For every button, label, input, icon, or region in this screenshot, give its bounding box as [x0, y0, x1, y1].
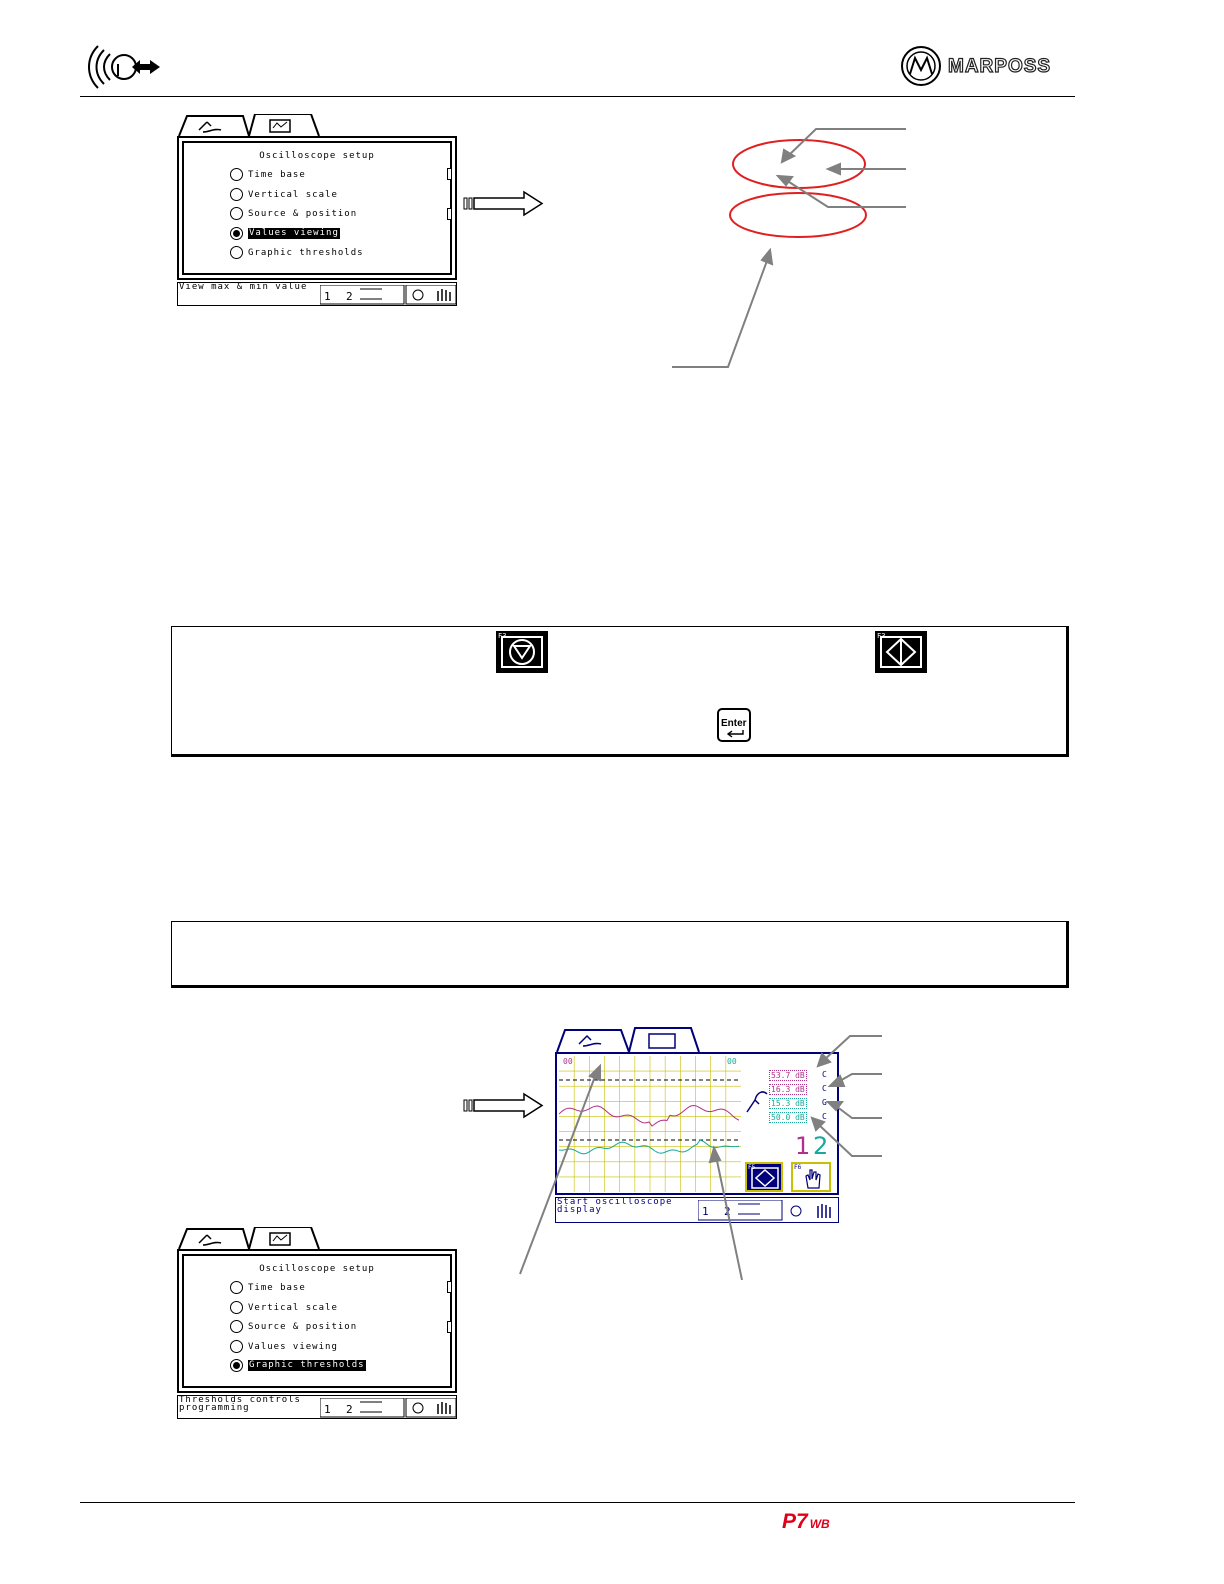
status-bar — [177, 1395, 457, 1419]
scope-value-1: 53.7 dB — [771, 1071, 805, 1080]
scope-callouts — [510, 1030, 910, 1280]
svg-text:1: 1 — [702, 1205, 709, 1218]
radio-icon — [230, 207, 243, 220]
instruction-box-2 — [171, 921, 1069, 988]
arrow-right-icon — [462, 190, 546, 218]
radio-selected-icon — [230, 227, 243, 240]
status-icons — [320, 285, 456, 305]
scope-value-2: 16.3 dB — [771, 1085, 805, 1094]
scope-value-3: 15.3 dB — [771, 1099, 805, 1108]
oscilloscope-setup-panel-2 — [177, 1227, 461, 1423]
balancing-logo-icon — [84, 40, 164, 94]
svg-text:2: 2 — [346, 1403, 353, 1416]
value-suffix: C — [822, 1112, 827, 1121]
value-suffix: G — [822, 1098, 827, 1107]
scroll-mark — [447, 208, 452, 220]
highlight-ellipse-top — [733, 140, 865, 188]
radio-icon — [230, 1281, 243, 1294]
channel-2-label: 2 — [813, 1132, 829, 1160]
radio-icon — [230, 1320, 243, 1333]
value-suffix: C — [822, 1084, 827, 1093]
setup-frame: Oscilloscope setup Time base Vertical scale Source & position Values viewing Graphic thresholds — [177, 1249, 457, 1393]
ch2-icon: 2 — [346, 290, 353, 303]
footer-rule — [80, 1502, 1075, 1503]
scope-value-4: 50.0 dB — [771, 1113, 805, 1122]
svg-text:2: 2 — [724, 1205, 731, 1218]
status-hint: View max & min value — [179, 282, 308, 292]
panel-title: Oscilloscope setup — [259, 151, 375, 161]
f3-key-down-icon[interactable]: F3 — [496, 631, 548, 673]
radio-icon — [230, 188, 243, 201]
status-bar — [177, 282, 457, 306]
f6-hand-key-icon[interactable]: F6 — [791, 1162, 831, 1192]
f3-key-updown-icon[interactable]: F3 — [875, 631, 927, 673]
value-suffix: C — [822, 1070, 827, 1079]
radio-selected-icon — [230, 1359, 243, 1372]
enter-key-icon[interactable]: Enter — [717, 708, 751, 742]
scroll-mark — [447, 168, 452, 180]
channel-1-label: 1 — [795, 1132, 811, 1160]
scope-corner-right: 00 — [727, 1057, 737, 1066]
ch1-icon: 1 — [324, 290, 331, 303]
product-logo: P7 WB — [782, 1510, 830, 1533]
status-hint: Thresholds controls programming — [179, 1395, 301, 1413]
header-rule — [80, 96, 1075, 97]
radio-icon — [230, 1301, 243, 1314]
callout-diagram — [660, 120, 920, 380]
setup-frame: Oscilloscope setup Time base Vertical scale Source & position Values viewing Graphic thresholds — [177, 136, 457, 280]
oscilloscope-setup-panel-1 — [177, 114, 461, 310]
scroll-mark — [447, 1321, 452, 1333]
highlight-ellipse-bottom — [730, 193, 866, 237]
brand-wordmark: MARPOSS — [948, 56, 1052, 77]
scope-corner-left: 00 — [563, 1057, 573, 1066]
scope-status-hint: Start oscilloscope display — [557, 1197, 673, 1215]
radio-icon — [230, 168, 243, 181]
status-icons — [320, 1398, 456, 1418]
scroll-mark — [447, 1281, 452, 1293]
tab-balance — [179, 116, 249, 136]
f5-updown-key-icon[interactable]: F5 — [745, 1162, 783, 1192]
radio-icon — [230, 246, 243, 259]
panel-title: Oscilloscope setup — [259, 1264, 375, 1274]
svg-text:1: 1 — [324, 1403, 331, 1416]
instruction-box-1 — [171, 626, 1069, 757]
marposs-logo-icon — [900, 44, 944, 88]
radio-icon — [230, 1340, 243, 1353]
